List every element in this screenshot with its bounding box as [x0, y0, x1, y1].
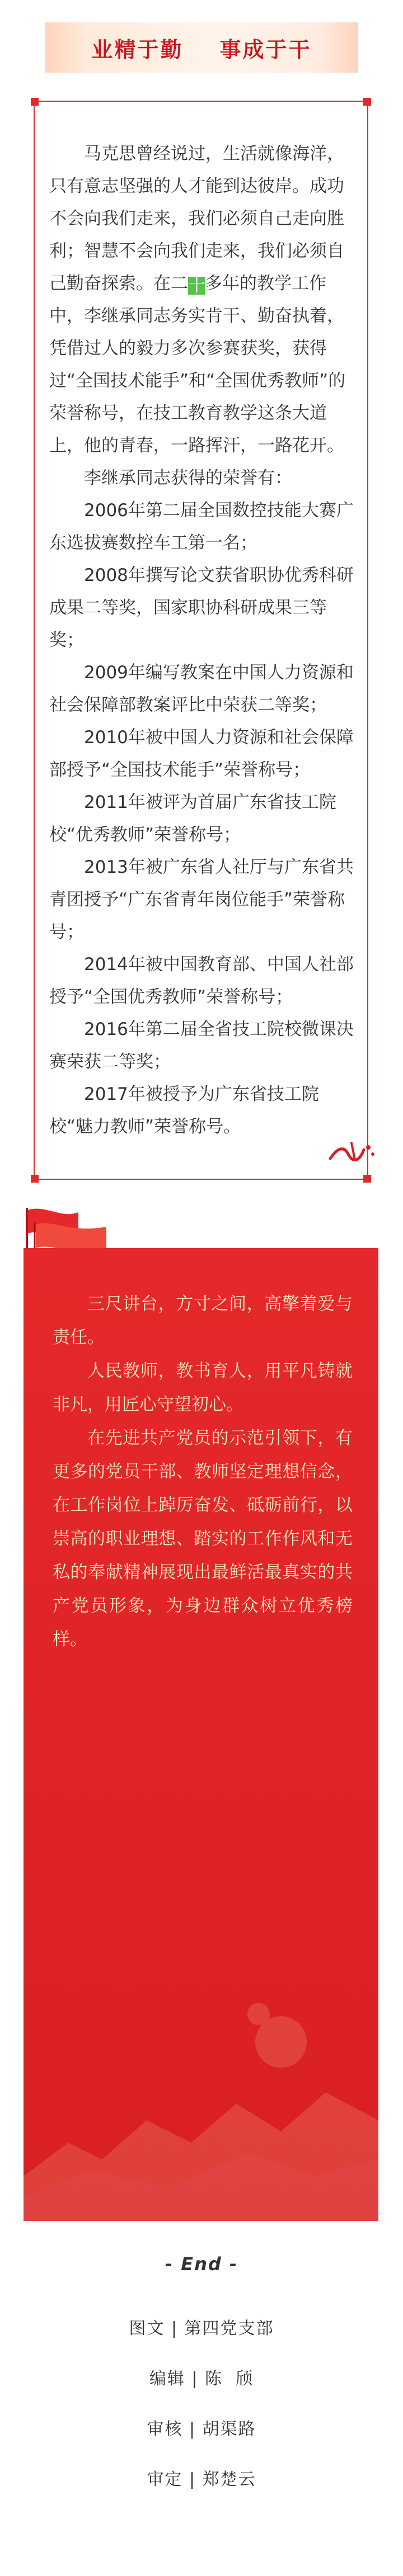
frame-corner-decoration: [363, 1175, 371, 1183]
calligraphy-stamp-icon: [327, 1137, 377, 1165]
credit-reviewer: 审核 | 胡渠路: [147, 2419, 256, 2439]
honor-item: 2010年被中国人力资源和社会保障部授予“全国技术能手”荣誉称号；: [49, 727, 354, 780]
end-marker: - End -: [165, 2253, 238, 2275]
credits-list: [0, 2304, 403, 2505]
intro-paragraph: [49, 138, 354, 462]
closing-paragraph: 三尺讲台，方寸之间，高擎着爱与责任。: [53, 1294, 353, 1348]
honor-item: 2016年第二届全省技工院校微课决赛荣获二等奖；: [49, 1019, 354, 1072]
article-body: [49, 138, 354, 1143]
article-frame: [34, 101, 368, 1180]
title-banner: [45, 22, 358, 73]
closing-panel: [24, 1248, 378, 2221]
closing-paragraph: 在先进共产党员的示范引领下，有更多的党员干部、教师坚定理想信念，在工作岗位上踔厉奋发、砥砺前行，以崇高的职业理想、踏实的工作作风和无私的奉献精神展现出最鲜活最真实的共产党员形象，为身边群众树立优秀榜样。: [53, 1428, 353, 1649]
honor-item: 2009年编写教案在中国人力资源和社会保障部教案评比中荣获二等奖；: [49, 663, 354, 715]
great-wall-watermark-icon: [24, 1975, 378, 2221]
honor-item: 2011年被评为首届广东省技工院校“优秀教师”荣誉称号；: [49, 792, 336, 845]
banner-decoration-right: [319, 22, 358, 73]
frame-corner-decoration: [31, 98, 39, 106]
honor-item: 2006年第二届全国数控技能大赛广东选拔赛数控车工第一名；: [49, 500, 354, 553]
banner-decoration-left: [45, 22, 84, 73]
honor-item: 2008年撰写论文获省职协优秀科研成果二等奖，国家职协科研成果三等奖；: [49, 565, 354, 650]
honor-item: 2017年被授予为广东省技工院校“魅力教师”荣誉称号。: [49, 1084, 319, 1137]
page-title: 业精于勤 事成于干: [91, 36, 312, 62]
credit-editor: 编辑 | 陈 颀: [149, 2369, 254, 2389]
closing-text: [53, 1287, 353, 1656]
closing-paragraph: 人民教师，教书育人，用平凡铸就非凡，用匠心守望初心。: [53, 1361, 353, 1415]
honors-intro: 李继承同志获得的荣誉有：: [84, 468, 292, 488]
credit-approver: 审定 | 郑楚云: [147, 2470, 256, 2489]
intro-text-part-2: 多年的教学工作中，李继承同志务实肯干、勤奋执着，凭借过人的毅力多次参赛获奖，获得过“全国技术能手”和“全国优秀教师”的荣誉称号，在技工教育教学这条大道上，他的青春，一路挥汗，一路花开。: [49, 273, 346, 456]
highlighted-character: 十: [188, 276, 205, 296]
honor-item: 2014年被中国教育部、中国人社部授予“全国优秀教师”荣誉称号；: [49, 954, 354, 1007]
frame-corner-decoration: [31, 1175, 39, 1183]
frame-corner-decoration: [363, 98, 371, 106]
honor-item: 2013年被广东省人社厅与广东省共青团授予“广东省青年岗位能手”荣誉称号；: [49, 857, 354, 942]
credit-photo-text: 图文 | 第四党支部: [129, 2319, 274, 2338]
intro-text-part-1: 马克思曾经说过，生活就像海洋，只有意志坚强的人才能到达彼岸。成功不会向我们走来，我们必须自己走向胜利；智慧不会向我们走来，我们必须自己勤奋探索。在二: [49, 144, 344, 294]
